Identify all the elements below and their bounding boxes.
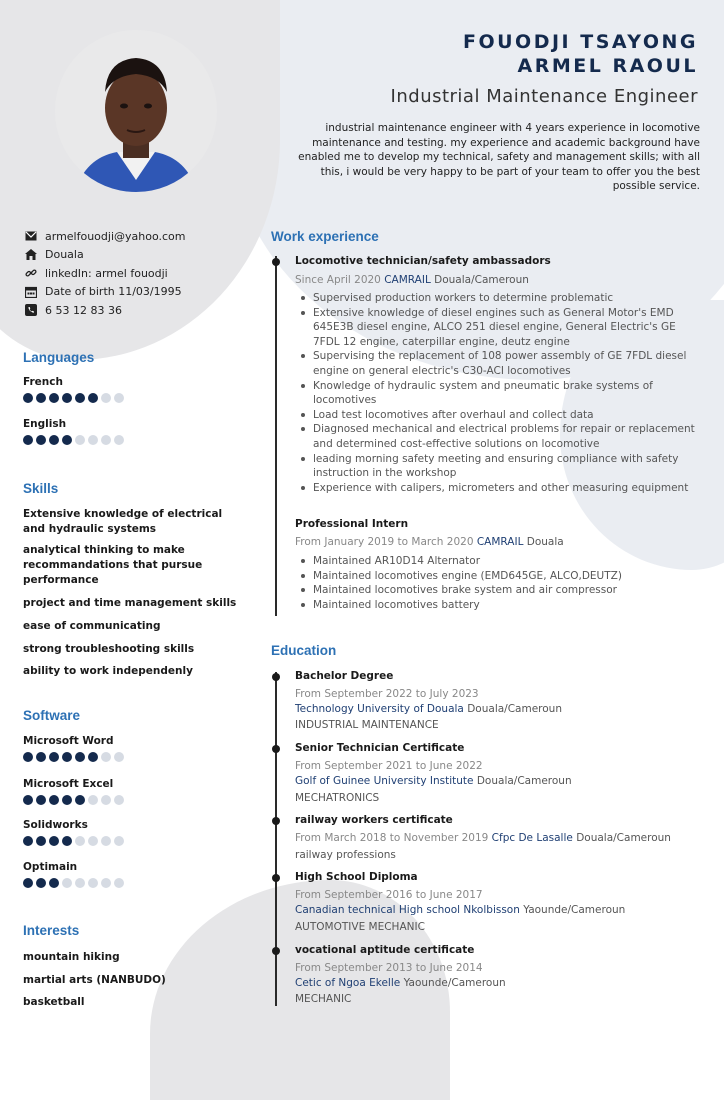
rating-dot-filled <box>23 393 33 403</box>
software-title: Software <box>23 708 81 723</box>
work-bullet: Maintained locomotives brake system and air compressor <box>295 583 705 598</box>
work-bullet: Maintained locomotives battery <box>295 598 705 613</box>
rating-dot-empty <box>114 435 124 445</box>
rating-dot-empty <box>114 795 124 805</box>
rating-dot-filled <box>36 795 46 805</box>
edu-entry-title: Bachelor Degree <box>295 670 394 682</box>
edu-period: From September 2022 to July 2023 <box>295 688 479 700</box>
candidate-name <box>463 30 698 78</box>
software-level <box>23 878 124 888</box>
profile-photo <box>55 30 217 192</box>
rating-dot-empty <box>101 836 111 846</box>
edu-institution: Cfpc De Lasalle <box>491 832 573 844</box>
edu-entry-title: vocational aptitude certificate <box>295 944 475 956</box>
timeline-dot <box>272 258 280 266</box>
interest-item: martial arts (NANBUDO) <box>23 974 166 986</box>
calendar-icon <box>25 286 37 298</box>
software-item <box>23 819 124 846</box>
edu-field: MECHATRONICS <box>295 792 380 804</box>
skill-item: ability to work independenly <box>23 665 193 677</box>
software-level <box>23 795 124 805</box>
job-title: Industrial Maintenance Engineer <box>390 86 698 107</box>
rating-dot-filled <box>49 393 59 403</box>
work-bullets <box>295 291 705 495</box>
envelope-icon <box>25 230 37 242</box>
timeline-dot <box>272 874 280 882</box>
edu-location: Yaounde/Cameroun <box>403 977 506 989</box>
rating-dot-empty <box>88 836 98 846</box>
rating-dot-empty <box>75 878 85 888</box>
education-timeline <box>275 672 277 1006</box>
edu-period: From September 2013 to June 2014 <box>295 962 483 974</box>
work-location: Douala/Cameroun <box>434 274 529 286</box>
language-name: English <box>23 418 67 430</box>
edu-institution: Canadian technical High school Nkolbisson <box>295 904 520 916</box>
work-bullets <box>295 554 705 612</box>
software-name: Solidworks <box>23 819 88 831</box>
edu-institution: Cetic of Ngoa Ekelle <box>295 977 401 989</box>
work-entry-title: Locomotive technician/safety ambassadors <box>295 255 551 267</box>
skill-item: analytical thinking to make recommandations that pursue performance <box>23 544 203 586</box>
software-item <box>23 778 124 805</box>
edu-institution-line <box>295 775 572 787</box>
rating-dot-empty <box>101 878 111 888</box>
edu-period: From September 2016 to June 2017 <box>295 889 483 901</box>
work-bullet: Experience with calipers, micrometers and other measuring equipment <box>295 481 705 496</box>
work-bullet: Knowledge of hydraulic system and pneumatic brake systems of locomotives <box>295 379 705 408</box>
edu-institution-line <box>295 977 506 989</box>
rating-dot-empty <box>114 393 124 403</box>
work-bullet: Supervising the replacement of 108 power assembly of GE 7FDL diesel engine on general electric's C30-ACI locomotives <box>295 349 705 378</box>
rating-dot-filled <box>36 435 46 445</box>
interest-item: basketball <box>23 996 85 1008</box>
edu-entry-title: railway workers certificate <box>295 814 453 826</box>
software-name: Microsoft Excel <box>23 778 114 790</box>
software-level <box>23 836 124 846</box>
rating-dot-empty <box>101 435 111 445</box>
skill-item: project and time management skills <box>23 597 237 609</box>
rating-dot-filled <box>88 752 98 762</box>
rating-dot-empty <box>114 752 124 762</box>
work-bullet: Load test locomotives after overhaul and collect data <box>295 408 705 423</box>
edu-period-institution-line <box>295 832 671 844</box>
language-level <box>23 393 124 403</box>
rating-dot-filled <box>49 836 59 846</box>
edu-field: railway professions <box>295 849 396 861</box>
rating-dot-empty <box>75 435 85 445</box>
work-bullet: Diagnosed mechanical and electrical problems for repair or replacement and determined cost-effective solutions on locomotive <box>295 422 705 451</box>
interests-title: Interests <box>23 923 80 938</box>
phone-icon <box>25 304 37 316</box>
software-level <box>23 752 124 762</box>
rating-dot-filled <box>36 878 46 888</box>
rating-dot-filled <box>75 393 85 403</box>
rating-dot-filled <box>49 752 59 762</box>
contact-linkedin[interactable] <box>25 264 186 283</box>
edu-period: From September 2021 to June 2022 <box>295 760 483 772</box>
rating-dot-filled <box>62 393 72 403</box>
rating-dot-filled <box>75 795 85 805</box>
rating-dot-filled <box>88 393 98 403</box>
language-item <box>23 418 124 445</box>
rating-dot-empty <box>101 752 111 762</box>
rating-dot-filled <box>62 795 72 805</box>
rating-dot-filled <box>23 836 33 846</box>
edu-institution: Golf of Guinee University Institute <box>295 775 474 787</box>
work-timeline <box>275 256 277 616</box>
link-icon <box>25 267 37 279</box>
rating-dot-filled <box>49 795 59 805</box>
work-bullet: Maintained locomotives engine (EMD645GE, ALCO,DEUTZ) <box>295 569 705 584</box>
languages-title: Languages <box>23 350 95 365</box>
work-period: From January 2019 to March 2020 <box>295 536 474 548</box>
work-period: Since April 2020 <box>295 274 381 286</box>
contact-birth <box>25 283 186 302</box>
rating-dot-filled <box>62 836 72 846</box>
work-org: CAMRAIL <box>476 536 524 548</box>
edu-institution-line <box>295 904 625 916</box>
work-location: Douala <box>526 536 564 548</box>
edu-field: MECHANIC <box>295 993 352 1005</box>
language-level <box>23 435 124 445</box>
rating-dot-filled <box>36 752 46 762</box>
edu-field: AUTOMOTIVE MECHANIC <box>295 921 425 933</box>
rating-dot-filled <box>36 393 46 403</box>
name-line-2: ARMEL RAOUL <box>517 55 698 77</box>
work-bullet: Maintained AR10D14 Alternator <box>295 554 705 569</box>
rating-dot-empty <box>114 878 124 888</box>
rating-dot-filled <box>49 435 59 445</box>
work-bullet: Supervised production workers to determine problematic <box>295 291 705 306</box>
rating-dot-filled <box>23 795 33 805</box>
email-text: armelfouodji@yahoo.com <box>45 229 186 243</box>
rating-dot-filled <box>62 752 72 762</box>
profile-summary: industrial maintenance engineer with 4 years experience in locomotive maintenance and testing. my experience and academic background have enabled me to develop my technical, safety and management skills; with all this, i would be very happy to be part of your team to offer you the best possible service. <box>298 122 700 193</box>
linkedin-text: linkedIn: armel fouodji <box>45 266 168 280</box>
rating-dot-empty <box>101 393 111 403</box>
rating-dot-filled <box>36 836 46 846</box>
rating-dot-filled <box>49 878 59 888</box>
timeline-dot <box>272 745 280 753</box>
timeline-dot <box>272 673 280 681</box>
skill-item: Extensive knowledge of electrical and hydraulic systems <box>23 508 223 535</box>
rating-dot-filled <box>23 435 33 445</box>
rating-dot-empty <box>88 795 98 805</box>
name-line-1: FOUODJI TSAYONG <box>463 31 698 53</box>
rating-dot-filled <box>62 435 72 445</box>
city-text: Douala <box>45 248 84 262</box>
contact-city <box>25 246 186 265</box>
language-name: French <box>23 376 63 388</box>
contact-info <box>25 227 186 320</box>
edu-entry-title: Senior Technician Certificate <box>295 742 465 754</box>
work-bullet: Extensive knowledge of diesel engines such as General Motor's EMD 645E3B diesel engine, ALCO 251 diesel engine, General Electric's GE 7FDL 12 engine, caterpillar engine, deutz engine <box>295 306 705 350</box>
rating-dot-empty <box>101 795 111 805</box>
rating-dot-filled <box>23 878 33 888</box>
software-item <box>23 735 124 762</box>
rating-dot-filled <box>23 752 33 762</box>
home-icon <box>25 249 37 261</box>
software-name: Optimain <box>23 861 78 873</box>
work-title: Work experience <box>271 229 379 244</box>
phone-text: 6 53 12 83 36 <box>45 303 122 317</box>
edu-institution-line <box>295 703 562 715</box>
software-name: Microsoft Word <box>23 735 114 747</box>
work-entry-meta <box>295 274 529 286</box>
language-item <box>23 376 124 403</box>
skills-title: Skills <box>23 481 59 496</box>
rating-dot-empty <box>62 878 72 888</box>
edu-field: INDUSTRIAL MAINTENANCE <box>295 719 439 731</box>
contact-phone[interactable] <box>25 301 186 320</box>
edu-period: From March 2018 to November 2019 <box>295 832 489 844</box>
work-entry-title: Professional Intern <box>295 518 409 530</box>
rating-dot-empty <box>88 435 98 445</box>
work-bullet: leading morning safety meeting and ensuring compliance with safety instruction in the workshop <box>295 452 705 481</box>
rating-dot-empty <box>88 878 98 888</box>
edu-location: Douala/Cameroun <box>476 775 572 787</box>
rating-dot-filled <box>75 752 85 762</box>
timeline-dot <box>272 817 280 825</box>
skill-item: strong troubleshooting skills <box>23 643 195 655</box>
birth-text: Date of birth 11/03/1995 <box>45 285 182 299</box>
edu-entry-title: High School Diploma <box>295 871 418 883</box>
skill-item: ease of communicating <box>23 620 161 632</box>
edu-institution: Technology University of Douala <box>295 703 464 715</box>
education-title: Education <box>271 643 337 658</box>
work-org: CAMRAIL <box>384 274 431 286</box>
timeline-dot <box>272 947 280 955</box>
work-entry-meta <box>295 536 564 548</box>
edu-location: Douala/Cameroun <box>467 703 562 715</box>
software-item <box>23 861 124 888</box>
interest-item: mountain hiking <box>23 951 120 963</box>
contact-email[interactable] <box>25 227 186 246</box>
rating-dot-empty <box>75 836 85 846</box>
edu-location: Douala/Cameroun <box>576 832 671 844</box>
edu-location: Yaounde/Cameroun <box>523 904 626 916</box>
rating-dot-empty <box>114 836 124 846</box>
